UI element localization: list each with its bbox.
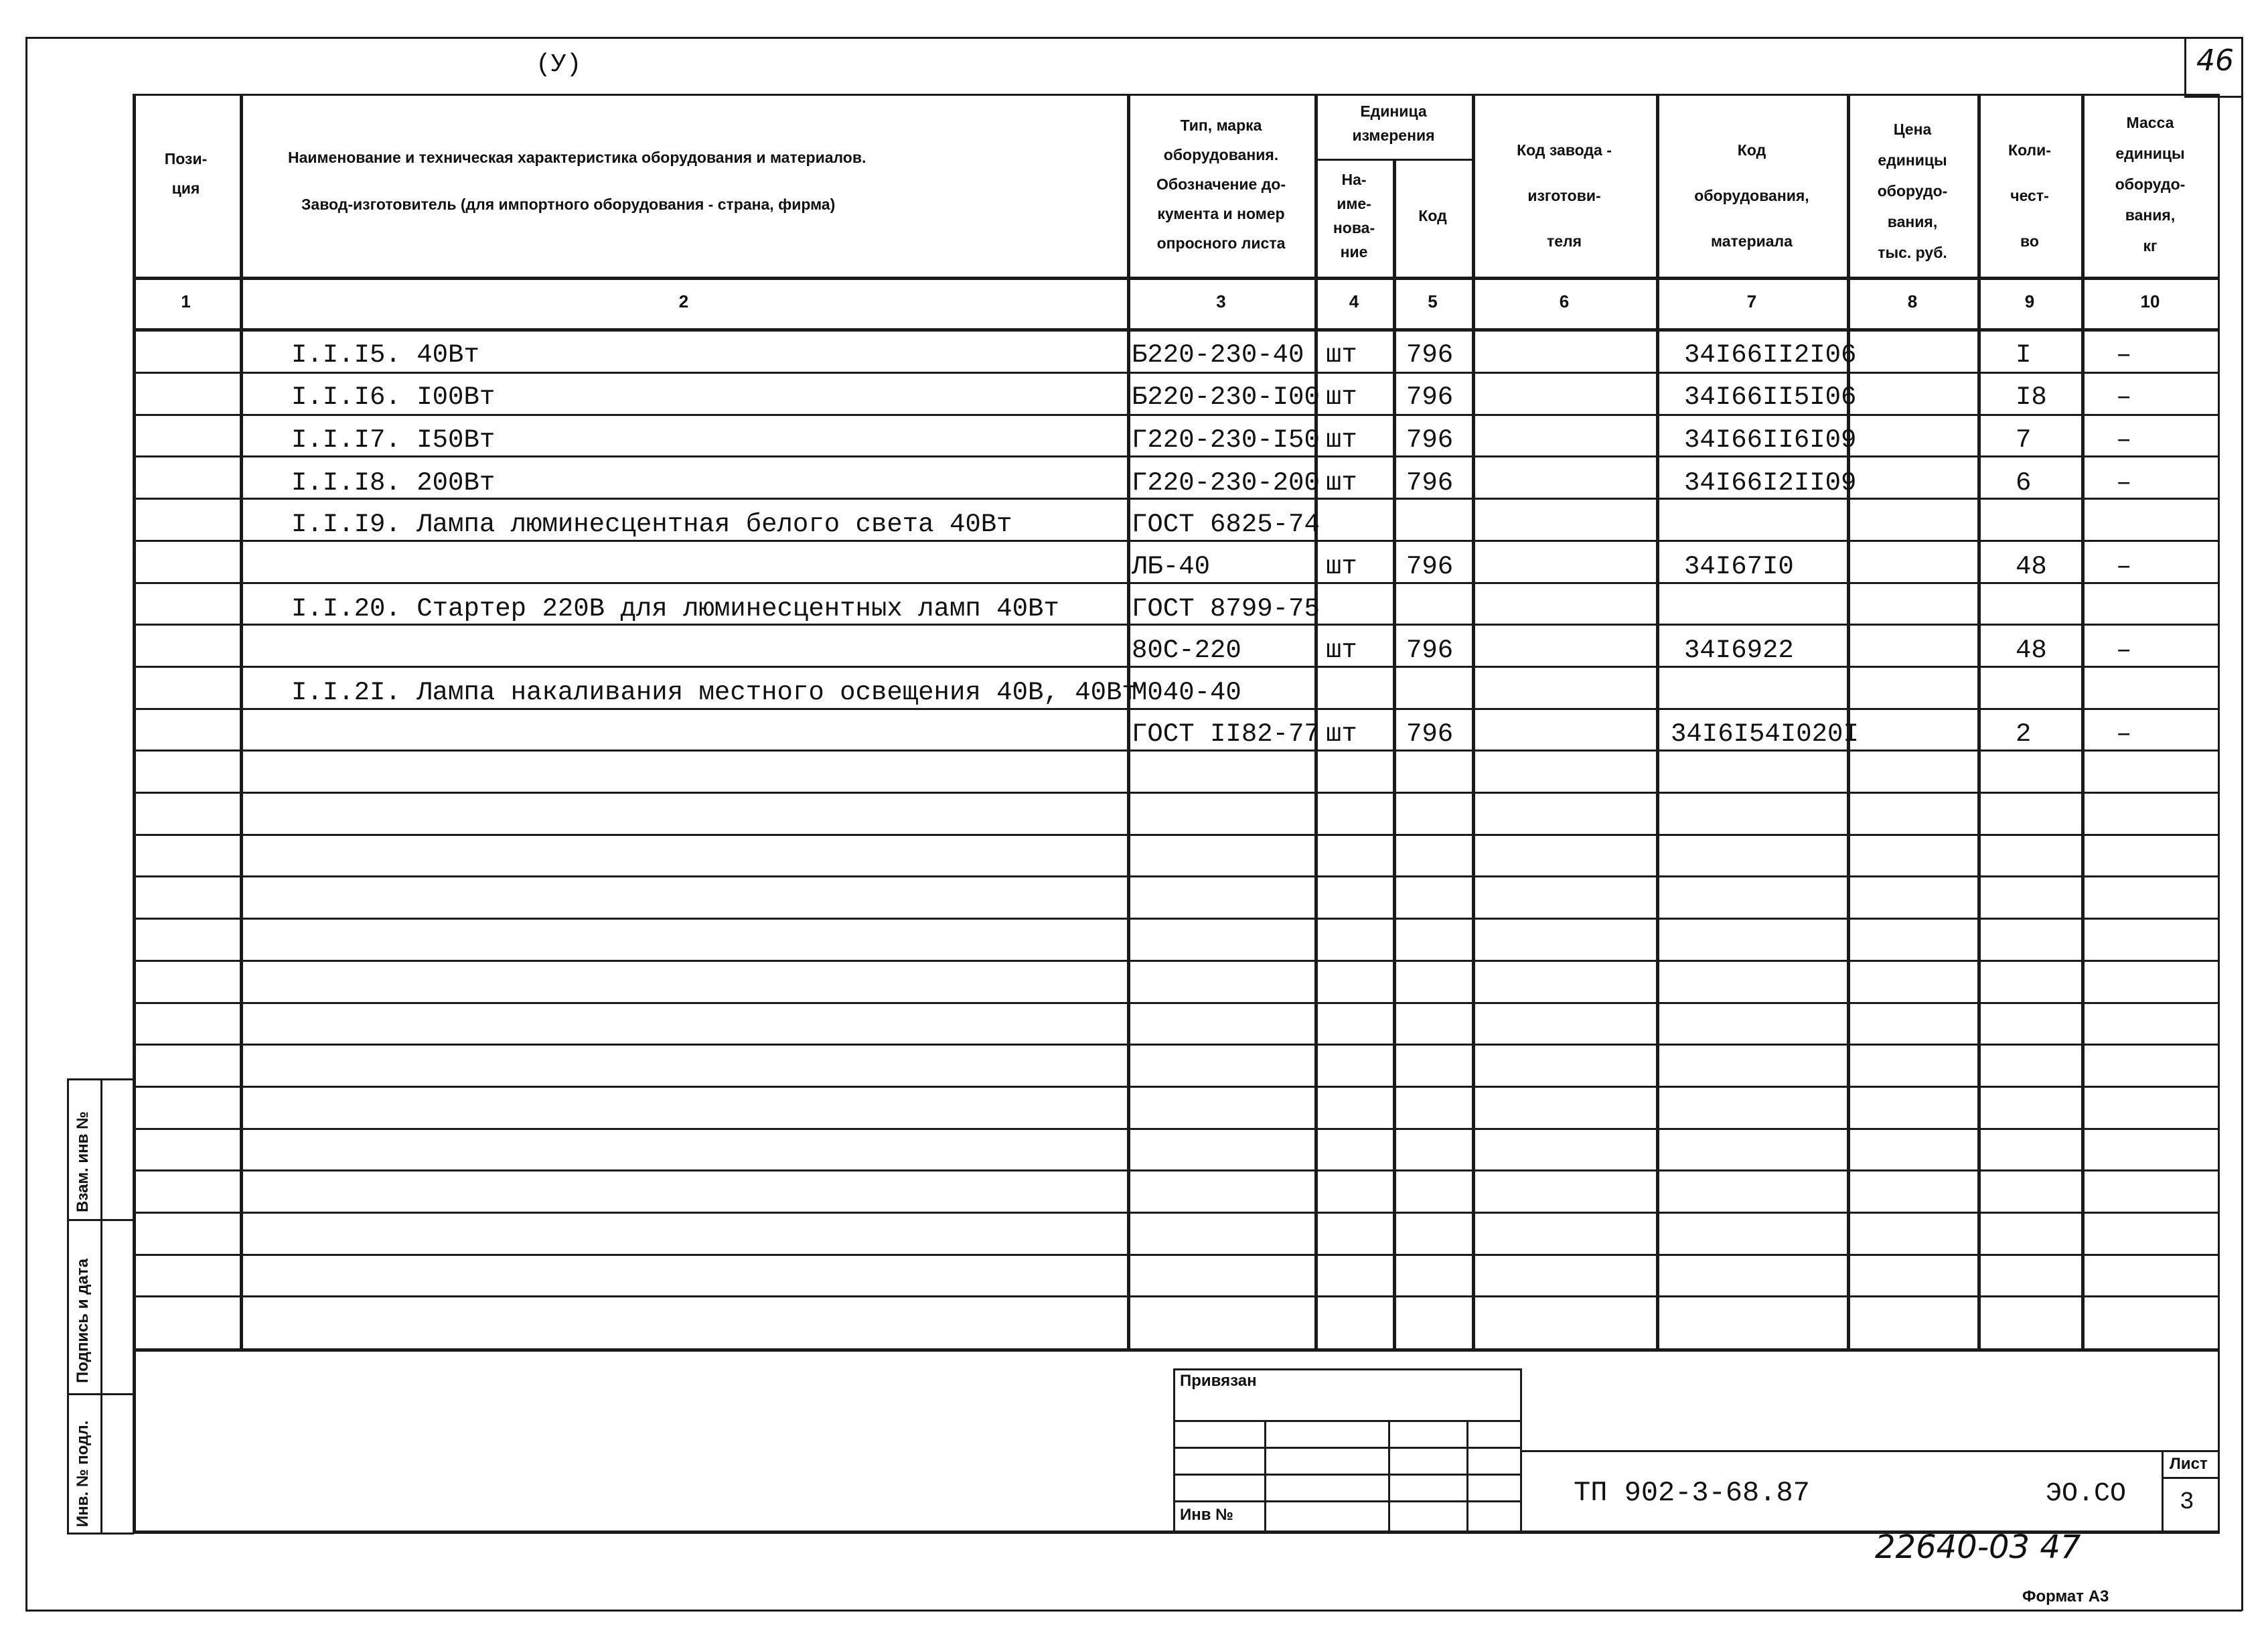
- doc-code: ТП 902-3-68.87: [1574, 1477, 1810, 1509]
- privyazan-col-3: [1466, 1420, 1468, 1533]
- row-name: I.I.I9. Лампа люминесцентная белого света 40Вт: [291, 510, 1012, 539]
- row-qty: 48: [2016, 552, 2047, 581]
- table-body-bottom: [133, 1348, 2218, 1352]
- row-separator: [133, 834, 2218, 836]
- privyazan-col-1: [1264, 1420, 1266, 1533]
- header-unit-code: Код: [1418, 207, 1447, 224]
- header-type: Тип, марка оборудования. Обозначение до- кумента и номер опросного листа: [1156, 117, 1286, 252]
- row-unit-code: 796: [1406, 552, 1454, 581]
- header-qty: Коли- чест- во: [2008, 141, 2051, 250]
- corner-box-left: [2184, 37, 2186, 97]
- outer-border-left: [25, 37, 27, 1611]
- format-label: Формат А3: [2022, 1587, 2109, 1606]
- row-type: Б220-230-40: [1132, 340, 1304, 370]
- row-type: Г220-230-I50: [1132, 425, 1320, 455]
- privyazan-row-4: [1173, 1500, 1521, 1502]
- row-unit-code: 796: [1406, 719, 1454, 749]
- row-qty: I: [2016, 340, 2032, 370]
- outer-border-right: [2241, 37, 2243, 1611]
- row-unit: шт: [1326, 382, 1357, 412]
- col-divider-5: [1472, 94, 1475, 1348]
- row-qty: 48: [2016, 636, 2047, 665]
- row-unit: шт: [1326, 719, 1357, 749]
- row-separator: [133, 960, 2218, 962]
- privyazan-label: Привязан: [1180, 1372, 1257, 1390]
- row-name: I.I.20. Стартер 220В для люминесцентных ламп 40Вт: [291, 594, 1059, 624]
- table-right-border: [2218, 94, 2220, 1534]
- row-separator: [133, 1002, 2218, 1004]
- row-separator: [133, 1086, 2218, 1088]
- side-stamp-mid: [100, 1078, 102, 1534]
- row-separator: [133, 1128, 2218, 1130]
- row-mass: –: [2116, 382, 2132, 412]
- side-stamp-div-2: [67, 1393, 134, 1395]
- row-mass: –: [2116, 340, 2132, 370]
- privyazan-row-1: [1173, 1420, 1521, 1422]
- header-mass: Масса единицы оборудо- вания, кг: [2115, 114, 2186, 255]
- row-type: ГОСТ II82-77: [1132, 719, 1320, 749]
- col-divider-2: [1127, 94, 1130, 1348]
- top-mark: (У): [536, 50, 582, 79]
- header-name: Наименование и техническая характеристика оборудования и материалов. Завод-изготовитель (для импортного оборудования - страна, фирма): [288, 149, 866, 213]
- row-type: 80С-220: [1132, 636, 1241, 665]
- row-mass: –: [2116, 552, 2132, 581]
- row-unit: шт: [1326, 468, 1357, 498]
- header-pos: Пози- ция: [164, 150, 208, 197]
- outer-border-top: [25, 37, 2242, 39]
- sheet-label: Лист: [2170, 1455, 2208, 1473]
- row-qty: I8: [2016, 382, 2047, 412]
- col-number-2: 2: [678, 291, 689, 311]
- row-type: Б220-230-I00: [1132, 382, 1320, 412]
- row-unit: шт: [1326, 552, 1357, 581]
- row-name: I.I.2I. Лампа накаливания местного освещения 40В, 40Вт: [291, 678, 1138, 707]
- row-equip-code: 34I66II5I06: [1684, 382, 1857, 412]
- sheet-corner-number: 46: [2196, 44, 2234, 78]
- privyazan-box-left: [1173, 1368, 1175, 1533]
- privyazan-box-top: [1173, 1368, 1521, 1370]
- row-equip-code: 34I66I2II09: [1684, 468, 1857, 498]
- privyazan-row-2: [1173, 1447, 1521, 1449]
- col-number-10: 10: [2140, 291, 2160, 311]
- row-equip-code: 34I67I0: [1684, 552, 1794, 581]
- row-unit-code: 796: [1406, 382, 1454, 412]
- header-top-line: [133, 94, 2218, 96]
- col-number-1: 1: [181, 291, 191, 311]
- row-unit: шт: [1326, 340, 1357, 370]
- side-stamp-replace-inv: Взам. инв №: [74, 1111, 92, 1212]
- row-qty: 7: [2016, 425, 2032, 455]
- doc-code-box-top: [1520, 1450, 2218, 1452]
- header-bottom-line: [133, 277, 2218, 280]
- col-divider-9: [2081, 94, 2085, 1348]
- row-unit-code: 796: [1406, 468, 1454, 498]
- row-name: I.I.I7. I50Вт: [291, 425, 496, 455]
- row-separator: [133, 1295, 2218, 1297]
- side-stamp-signature: Подпись и дата: [74, 1259, 92, 1383]
- side-stamp-bottom: [67, 1533, 134, 1535]
- row-unit-code: 796: [1406, 425, 1454, 455]
- inv-no-label: Инв №: [1180, 1506, 1233, 1524]
- col-divider-8: [1977, 94, 1981, 1348]
- col-number-9: 9: [2024, 291, 2035, 311]
- row-separator: [133, 414, 2218, 416]
- row-type: ГОСТ 6825-74: [1132, 510, 1320, 539]
- row-type: Г220-230-200: [1132, 468, 1320, 498]
- row-unit: шт: [1326, 636, 1357, 665]
- row-qty: 6: [2016, 468, 2032, 498]
- row-mass: –: [2116, 719, 2132, 749]
- row-name: I.I.I6. I00Вт: [291, 382, 496, 412]
- row-type: ЛБ-40: [1132, 552, 1211, 581]
- row-mass: –: [2116, 468, 2132, 498]
- row-equip-code: 34I6922: [1684, 636, 1794, 665]
- row-unit-code: 796: [1406, 340, 1454, 370]
- row-separator: [133, 1212, 2218, 1214]
- side-stamp-top: [67, 1078, 134, 1080]
- sheet-box-div: [2162, 1477, 2218, 1479]
- col-number-3: 3: [1216, 291, 1226, 311]
- header-factory-code: Код завода - изготови- теля: [1517, 141, 1612, 250]
- row-name: I.I.I5. 40Вт: [291, 340, 479, 370]
- colnum-bottom-line: [133, 328, 2218, 332]
- sheet-number: 3: [2180, 1488, 2194, 1516]
- col-divider-1: [240, 94, 243, 1348]
- col-number-8: 8: [1907, 291, 1918, 311]
- col-number-7: 7: [1746, 291, 1757, 311]
- handwritten-number: 22640-03 47: [1875, 1528, 2081, 1566]
- side-stamp-div-1: [67, 1219, 134, 1221]
- col-number-4: 4: [1349, 291, 1359, 311]
- header-unit-name: На- име- нова- ние: [1333, 171, 1375, 261]
- corner-box-bottom: [2184, 96, 2242, 98]
- row-separator: [133, 792, 2218, 794]
- row-unit-code: 796: [1406, 636, 1454, 665]
- row-unit: шт: [1326, 425, 1357, 455]
- row-qty: 2: [2016, 719, 2032, 749]
- row-name: I.I.I8. 200Вт: [291, 468, 496, 498]
- section-code: ЭО.СО: [2046, 1479, 2127, 1509]
- outer-border-bottom: [25, 1610, 2242, 1612]
- row-separator: [133, 372, 2218, 374]
- row-mass: –: [2116, 636, 2132, 665]
- row-separator: [133, 1044, 2218, 1046]
- row-type: М040-40: [1132, 678, 1241, 707]
- privyazan-row-3: [1173, 1474, 1521, 1476]
- col-divider-6: [1656, 94, 1659, 1348]
- col-number-5: 5: [1428, 291, 1438, 311]
- row-mass: –: [2116, 425, 2132, 455]
- row-equip-code: 34I6I54I020I: [1671, 719, 1859, 749]
- row-equip-code: 34I66II6I09: [1684, 425, 1857, 455]
- header-unit-group: Единица измерения: [1352, 102, 1435, 144]
- row-equip-code: 34I66II2I06: [1684, 340, 1857, 370]
- side-stamp-inv-no: Инв. № подл.: [74, 1420, 92, 1527]
- row-type: ГОСТ 8799-75: [1132, 594, 1320, 624]
- header-equip-code: Код оборудования, материала: [1694, 141, 1809, 250]
- privyazan-col-2: [1388, 1420, 1390, 1533]
- header-price: Цена единицы оборудо- вания, тыс. руб.: [1877, 121, 1948, 261]
- col-number-6: 6: [1559, 291, 1570, 311]
- row-separator: [133, 875, 2218, 877]
- row-separator: [133, 1254, 2218, 1256]
- side-stamp-left: [67, 1078, 69, 1534]
- row-separator: [133, 1169, 2218, 1171]
- row-separator: [133, 918, 2218, 920]
- sheet-box-left: [2162, 1450, 2164, 1532]
